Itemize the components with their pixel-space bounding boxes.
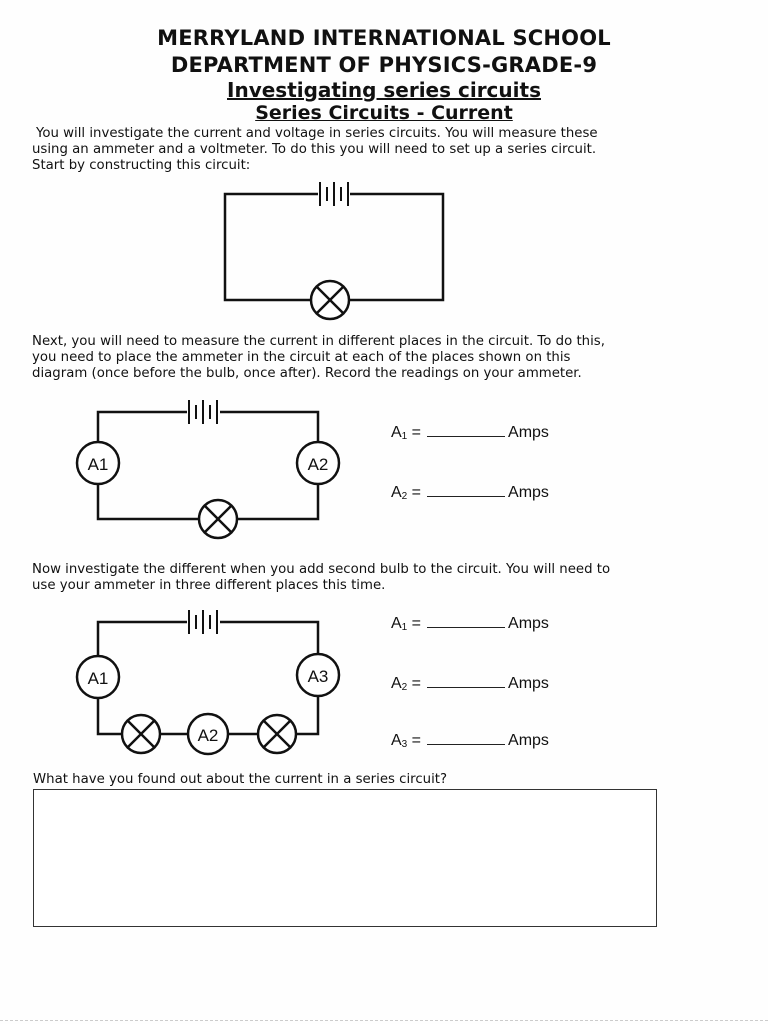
ammeter-a1-icon	[77, 442, 119, 484]
bulb-icon	[199, 500, 237, 538]
department-name: DEPARTMENT OF PHYSICS-GRADE-9	[170, 53, 598, 77]
ammeter-label: A1	[87, 455, 109, 474]
ammeter-label: A3	[307, 667, 329, 686]
svg-text:A3	[308, 667, 329, 686]
circuit-diagram-single-bulb	[200, 170, 470, 320]
second-bulb-line: use your ammeter in three different places this time.	[32, 578, 386, 593]
reading-a1-circuit2: $A_1$ = Amps	[391, 424, 549, 442]
second-bulb-paragraph	[32, 562, 672, 594]
answer-blank[interactable]	[427, 422, 505, 437]
worksheet-subtitle: Series Circuits - Current	[255, 102, 513, 124]
answer-box[interactable]	[33, 789, 657, 927]
worksheet-title: Investigating series circuits	[227, 78, 541, 102]
circuit-wire	[237, 484, 318, 519]
school-name: MERRYLAND INTERNATIONAL SCHOOL	[157, 26, 611, 50]
circuit-wire	[220, 412, 318, 442]
measure-line: diagram (once before the bulb, once after). Record the readings on your ammeter.	[32, 366, 582, 381]
svg-text:A1	[88, 669, 109, 688]
intro-line: using an ammeter and a voltmeter. To do this you will need to set up a series circuit.	[32, 142, 597, 157]
intro-line: You will investigate the current and voltage in series circuits. You will measure these	[36, 126, 598, 141]
measure-line: Next, you will need to measure the current in different places in the circuit. To do this,	[32, 334, 605, 349]
ammeter-a3-icon	[297, 654, 339, 696]
circuit-wire	[296, 696, 318, 734]
reading-a3-circuit3: $A_3$ = Amps	[391, 732, 549, 750]
circuit-diagram-two-ammeters	[60, 392, 360, 542]
answer-blank[interactable]	[427, 613, 505, 628]
conclusion-question: What have you found out about the current in a series circuit?	[33, 772, 448, 787]
scan-edge-divider	[0, 1020, 768, 1021]
circuit-diagram-three-ammeters	[60, 600, 360, 770]
circuit-wire	[98, 622, 187, 656]
ammeter-a2-icon	[188, 714, 228, 754]
battery-icon	[189, 610, 217, 634]
battery-icon	[320, 182, 348, 206]
ammeter-a2-icon	[297, 442, 339, 484]
measure-paragraph	[32, 334, 672, 382]
circuit-wire	[225, 194, 318, 300]
svg-text:A1	[88, 455, 109, 474]
ammeter-a1-icon	[77, 656, 119, 698]
circuit-wire	[220, 622, 318, 654]
answer-blank[interactable]	[427, 730, 505, 745]
circuit-wire	[98, 412, 187, 442]
measure-line: you need to place the ammeter in the circuit at each of the places shown on this	[32, 350, 571, 365]
ammeter-label: A2	[197, 726, 219, 745]
ammeter-label: A2	[307, 455, 329, 474]
reading-a2-circuit3: $A_2$ = Amps	[391, 675, 549, 693]
intro-paragraph	[32, 126, 672, 174]
intro-line: Start by constructing this circuit:	[32, 158, 251, 173]
reading-a1-circuit3: $A_1$ = Amps	[391, 615, 549, 633]
svg-text:A2	[198, 726, 219, 745]
circuit-wire	[98, 484, 200, 519]
circuit-wire	[350, 194, 443, 300]
bulb-icon	[311, 281, 349, 319]
svg-text:A2	[308, 455, 329, 474]
battery-icon	[189, 400, 217, 424]
bulb-icon	[122, 715, 160, 753]
answer-blank[interactable]	[427, 673, 505, 688]
reading-a2-circuit2: $A_2$ = Amps	[391, 484, 549, 502]
second-bulb-line: Now investigate the different when you add second bulb to the circuit. You will need to	[32, 562, 611, 577]
ammeter-label: A1	[87, 669, 109, 688]
circuit-wire	[98, 698, 122, 734]
bulb-icon	[258, 715, 296, 753]
answer-blank[interactable]	[427, 482, 505, 497]
